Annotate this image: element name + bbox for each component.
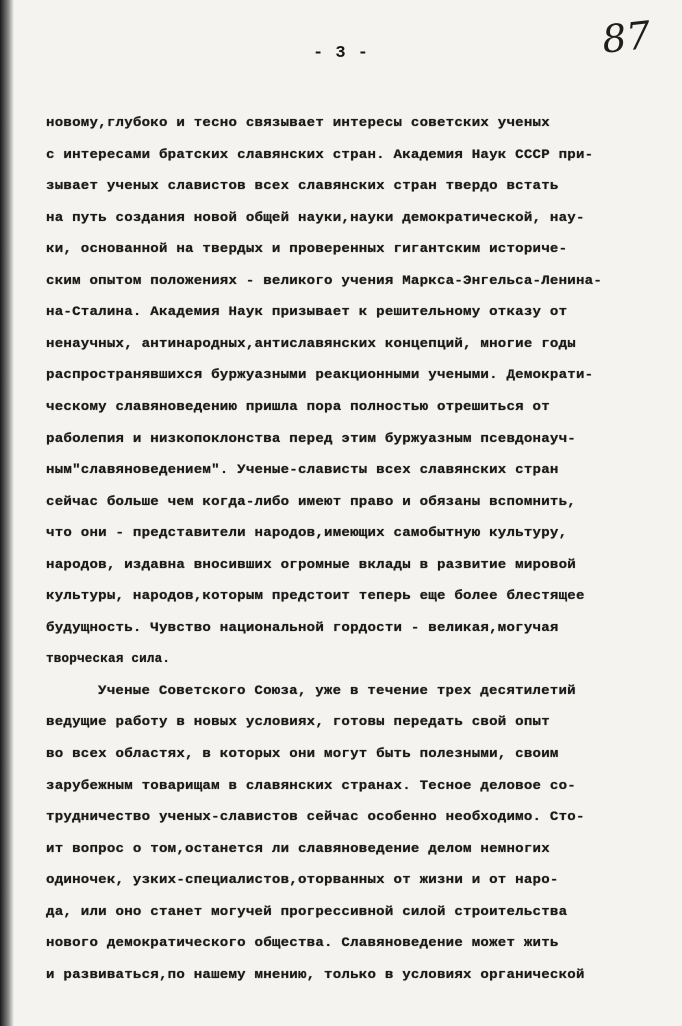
text-line: на-Сталина. Академия Наук призывает к решительному отказу от <box>46 305 568 319</box>
text-line: сейчас больше чем когда-либо имеют право и обязаны вспомнить, <box>46 495 577 509</box>
text-line: с интересами братских славянских стран. Академия Наук СССР при- <box>46 148 594 162</box>
text-line: на путь создания новой общей науки,науки демократической, нау- <box>46 211 585 225</box>
text-line: ит вопрос о том,останется ли славяноведение делом немногих <box>46 842 550 856</box>
text-line: творческая сила. <box>46 652 171 666</box>
text-line: ведущие работу в новых условиях, готовы передать свой опыт <box>46 715 550 729</box>
text-line: что они - представители народов,имеющих самобытную культуру, <box>46 526 568 540</box>
text-line: да, или оно станет могучей прогрессивной силой строительства <box>46 905 568 919</box>
text-line: ным"славяноведением". Ученые-слависты всех славянских стран <box>46 463 559 477</box>
text-line: народов, издавна вносивших огромные вклады в развитие мировой <box>46 558 577 572</box>
page-number: - 3 - <box>312 44 369 63</box>
text-line: будущность. Чувство национальной гордости - великая,могучая <box>46 621 559 635</box>
text-line: во всех областях, в которых они могут быть полезными, своим <box>46 747 559 761</box>
scan-edge-shadow <box>0 0 14 1026</box>
text-line: трудничество ученых-славистов сейчас особенно необходимо. Сто- <box>46 810 585 824</box>
text-line: и развиваться,по нашему мнению, только в условиях органической <box>46 968 585 982</box>
handwritten-archive-number: 87 <box>600 12 653 62</box>
text-line: ненаучных, антинародных,антиславянских концепций, многие годы <box>46 337 577 351</box>
text-line: Ученые Советского Союза, уже в течение трех десятилетий <box>98 684 576 698</box>
text-line: зывает ученых славистов всех славянских стран твердо встать <box>46 179 559 193</box>
text-line: ческому славяноведению пришла пора полностью отрешиться от <box>46 400 550 414</box>
text-line: новому,глубоко и тесно связывает интересы советских ученых <box>46 116 550 130</box>
text-line: нового демократического общества. Славяноведение может жить <box>46 936 559 950</box>
text-line: культуры, народов,которым предстоит теперь еще более блестящее <box>46 589 585 603</box>
text-line: ки, основанной на твердых и проверенных гигантским историче- <box>46 242 568 256</box>
text-line: распространявшихся буржуазными реакционными учеными. Демократи- <box>46 368 594 382</box>
text-line: одиночек, узких-специалистов,оторванных от жизни и от наро- <box>46 873 559 887</box>
text-line: зарубежным товарищам в славянских странах. Тесное деловое со- <box>46 779 577 793</box>
text-line: ским опытом положениях - великого учения Маркса-Энгельса-Ленина- <box>46 274 603 288</box>
text-line: раболепия и низкопоклонства перед этим буржуазным псевдонауч- <box>46 432 577 446</box>
